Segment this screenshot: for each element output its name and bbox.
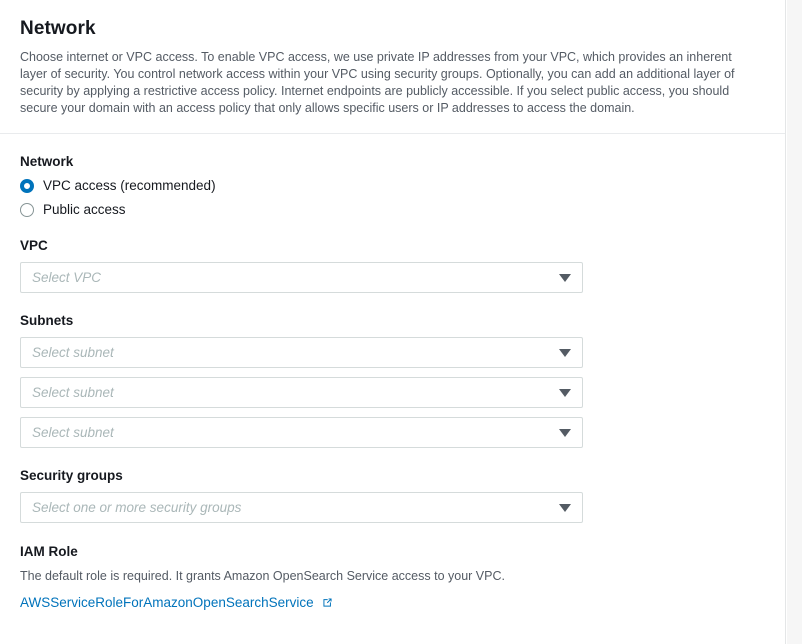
- subnet-select-1[interactable]: [20, 337, 583, 368]
- security-groups-select[interactable]: [20, 492, 583, 523]
- radio-vpc-access-icon[interactable]: [20, 179, 34, 193]
- radio-public-access-icon[interactable]: [20, 203, 34, 217]
- panel-header: [0, 0, 785, 134]
- iam-role-label: IAM Role: [20, 544, 78, 559]
- page-title: Network: [20, 18, 96, 39]
- network-field: [20, 154, 765, 218]
- security-groups-field: [20, 468, 765, 523]
- radio-option-public-access[interactable]: [20, 202, 765, 218]
- iam-role-description: The default role is required. It grants Amazon OpenSearch Service access to your VPC.: [20, 569, 505, 583]
- network-label: Network: [20, 154, 74, 169]
- external-link-icon[interactable]: [321, 596, 334, 609]
- subnet-select-3[interactable]: [20, 417, 583, 448]
- right-gutter: [787, 0, 802, 644]
- chevron-down-icon: [559, 504, 571, 512]
- vpc-field: [20, 238, 765, 293]
- vpc-select[interactable]: [20, 262, 583, 293]
- subnets-field: [20, 313, 765, 448]
- iam-role-link[interactable]: AWSServiceRoleForAmazonOpenSearchService: [20, 595, 314, 610]
- vpc-label: VPC: [20, 238, 48, 253]
- security-groups-label: Security groups: [20, 468, 123, 483]
- chevron-down-icon: [559, 389, 571, 397]
- chevron-down-icon: [559, 429, 571, 437]
- chevron-down-icon: [559, 274, 571, 282]
- subnet-select-1-placeholder: Select subnet: [32, 345, 114, 360]
- panel-body: [0, 134, 785, 612]
- subnet-select-2[interactable]: [20, 377, 583, 408]
- iam-role-field: [20, 544, 765, 612]
- iam-role-link-row[interactable]: [20, 595, 334, 610]
- radio-option-vpc-access[interactable]: [20, 178, 765, 194]
- page-description: Choose internet or VPC access. To enable VPC access, we use private IP addresses from your VPC, which provides an inherent layer of security. You control network access within your VPC using security groups. Optionally, you can add an additional layer of security by applying a restrictive access policy. Internet endpoints are publicly accessible. If you select public access, you should secure your domain with an access policy that only allows specific users or IP addresses to access the domain.: [20, 50, 735, 115]
- radio-public-access-label: Public access: [43, 202, 126, 217]
- vpc-select-placeholder: Select VPC: [32, 270, 102, 285]
- radio-vpc-access-label: VPC access (recommended): [43, 178, 216, 193]
- subnets-label: Subnets: [20, 313, 74, 328]
- subnet-select-2-placeholder: Select subnet: [32, 385, 114, 400]
- chevron-down-icon: [559, 349, 571, 357]
- subnet-select-3-placeholder: Select subnet: [32, 425, 114, 440]
- security-groups-select-placeholder: Select one or more security groups: [32, 500, 242, 515]
